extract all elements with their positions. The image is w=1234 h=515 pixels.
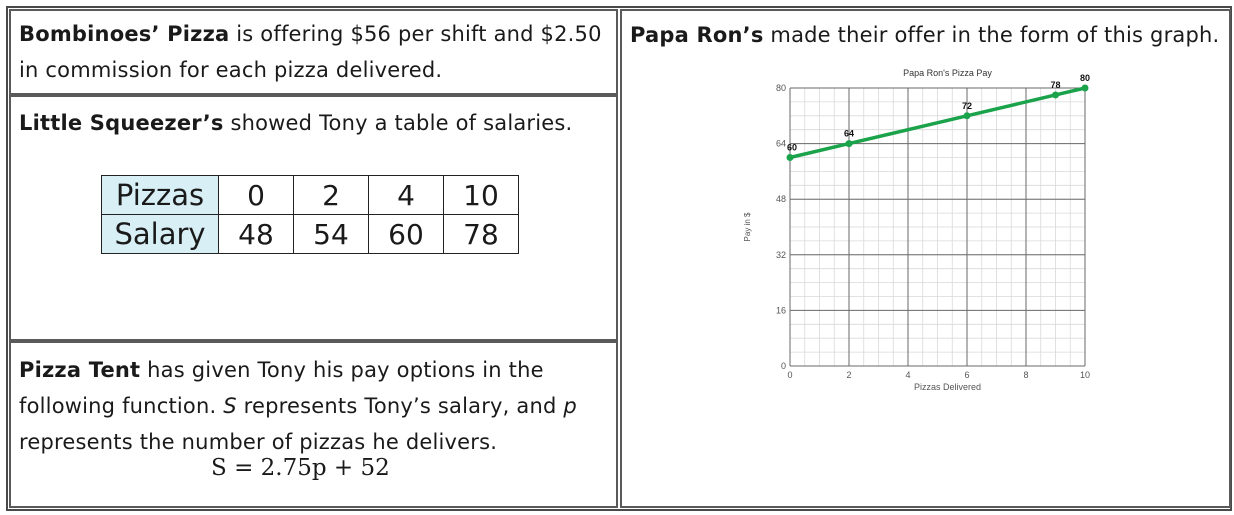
data-label: 72 bbox=[961, 100, 973, 111]
data-label: 78 bbox=[1050, 79, 1061, 90]
x-tick-label: 2 bbox=[846, 370, 852, 380]
pizza-tent-description bbox=[19, 352, 614, 460]
table-cell: 0 bbox=[219, 176, 294, 215]
y-tick-label: 64 bbox=[775, 138, 786, 149]
table-row bbox=[102, 215, 519, 254]
bombinoes-panel bbox=[9, 9, 618, 95]
salary-table bbox=[101, 175, 519, 254]
table-row bbox=[102, 176, 519, 215]
pizza-tent-text-2: represents Tony’s salary, and bbox=[236, 394, 564, 418]
table-cell: 4 bbox=[369, 176, 444, 215]
table-cell: 60 bbox=[369, 215, 444, 254]
table-cell: 54 bbox=[294, 215, 369, 254]
y-tick-label: 48 bbox=[775, 194, 786, 205]
data-point bbox=[1082, 85, 1089, 92]
x-tick-label: 0 bbox=[787, 370, 793, 380]
little-squeezers-name: Little Squeezer’s bbox=[19, 111, 224, 135]
table-row-label: Salary bbox=[102, 215, 219, 254]
data-label: 64 bbox=[843, 128, 855, 139]
pizza-tent-text-1: has given Tony his pay options in the following function. bbox=[19, 358, 544, 418]
y-tick-label: 80 bbox=[775, 83, 786, 93]
pizza-tent-text-3: represents the number of pizzas he delivers. bbox=[19, 430, 498, 454]
chart-title: Papa Ron's Pizza Pay bbox=[903, 68, 992, 78]
little-squeezers-text: showed Tony a table of salaries. bbox=[223, 111, 573, 135]
table-cell: 10 bbox=[444, 176, 519, 215]
papa-rons-panel bbox=[620, 9, 1231, 508]
little-squeezers-description bbox=[19, 105, 609, 141]
y-axis-label: Pay in $ bbox=[743, 212, 752, 242]
bombinoes-text: is offering $56 per shift and $2.50 in commission for each pizza delivered. bbox=[19, 22, 602, 82]
papa-rons-description bbox=[630, 17, 1230, 53]
data-label: 60 bbox=[786, 142, 798, 153]
bombinoes-description bbox=[19, 16, 609, 88]
papa-rons-pay-chart bbox=[727, 57, 1127, 417]
variable-s: S bbox=[223, 394, 237, 418]
variable-p: p bbox=[563, 394, 577, 418]
table-row-label: Pizzas bbox=[102, 176, 219, 215]
y-tick-label: 16 bbox=[775, 305, 786, 316]
data-point bbox=[1052, 91, 1059, 98]
data-label: 80 bbox=[1079, 73, 1091, 83]
table-cell: 2 bbox=[294, 176, 369, 215]
data-point bbox=[846, 140, 853, 147]
y-tick-label: 32 bbox=[775, 249, 786, 260]
x-tick-label: 8 bbox=[1023, 370, 1029, 380]
x-tick-label: 4 bbox=[905, 370, 911, 380]
papa-rons-name: Papa Ron’s bbox=[630, 23, 764, 47]
table-cell: 78 bbox=[444, 215, 519, 254]
little-squeezers-panel bbox=[9, 95, 618, 341]
bombinoes-name: Bombinoes’ Pizza bbox=[19, 22, 230, 46]
data-point bbox=[964, 112, 971, 119]
x-axis-label: Pizzas Delivered bbox=[913, 382, 982, 392]
y-tick-label: 0 bbox=[780, 361, 786, 371]
pizza-tent-panel bbox=[9, 341, 618, 508]
table-cell: 48 bbox=[219, 215, 294, 254]
x-tick-label: 6 bbox=[964, 370, 970, 380]
pizza-tent-name: Pizza Tent bbox=[19, 358, 141, 382]
papa-rons-text: made their offer in the form of this graph. bbox=[763, 23, 1220, 47]
data-point bbox=[787, 154, 794, 161]
salary-formula: S = 2.75p + 52 bbox=[211, 455, 390, 481]
x-tick-label: 10 bbox=[1079, 370, 1091, 380]
